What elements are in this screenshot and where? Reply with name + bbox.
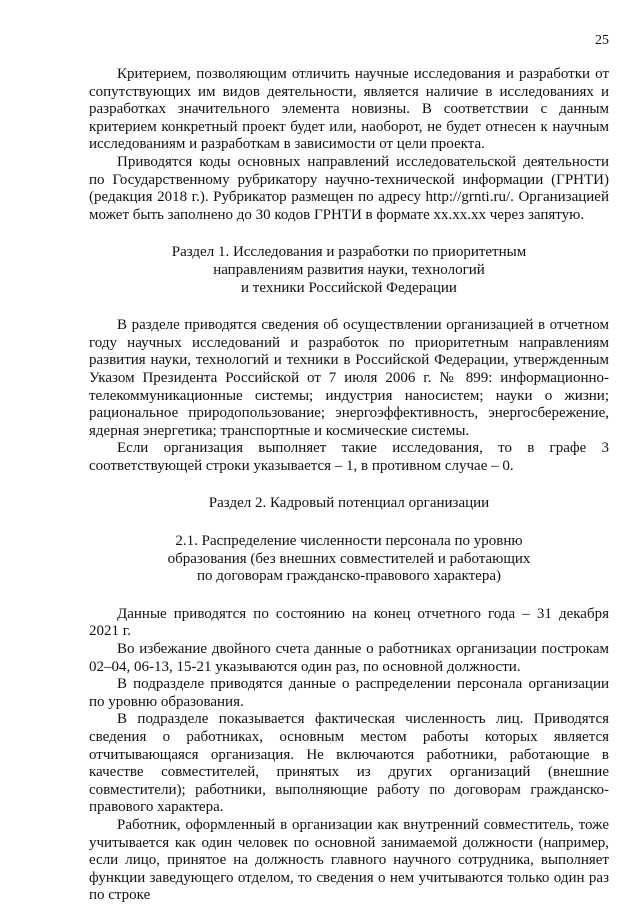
- heading-line: 2.1. Распределение численности персонала по уровню: [175, 533, 523, 550]
- heading-line: образования (без внешних совместителей и работающих: [167, 550, 531, 567]
- paragraph: Данные приводятся по состоянию на конец отчетного года – 31 декабря 2021 г.: [89, 605, 609, 640]
- heading-line: по договорам гражданско-правового характера): [197, 568, 501, 585]
- subsection-2-1-heading: [89, 533, 609, 586]
- paragraph: Приводятся коды основных направлений исследовательской деятельности по Государственному рубрикатору научно-технической информации (ГРНТИ) (редакция 2018 г.). Рубрикатор размещен по адресу http://grnti.ru/. Организацией может быть заполнено до 30 кодов ГРНТИ в формате хх.хх.хх через запятую.: [89, 153, 609, 223]
- paragraph: Работник, оформленный в организации как внутренний совместитель, тоже учитывается как один человек по основной занимаемой должности (например, если лицо, принятое на должность главного научного сотрудника, выполняет функции заведующего отделом, то сведения о нем учитываются только один раз по строке: [89, 816, 609, 904]
- paragraph: В разделе приводятся сведения об осуществлении организацией в отчетном году научных исследований и разработок по приоритетным направлениям развития науки, технологий и техники в Российской Федерации, утвержденным Указом Президента Российской от 7 июля 2006 г. № 899: информационно-телекоммуникационные системы; индустрия наносистем; науки о жизни; рациональное природопользование; энергоэффективность, энергосбережение, ядерная энергетика; транспортные и космические системы.: [89, 317, 609, 439]
- paragraph: В подразделе показывается фактическая численность лиц. Приводятся сведения о работниках, основным местом работы которых является отчитывающаяся организация. Не включаются работники, работающие в качестве совместителей, принятых из других организаций (внешние совместители); работники, выполняющие работу по договорам гражданско-правового характера.: [89, 711, 609, 816]
- heading-line: и техники Российской Федерации: [241, 279, 457, 296]
- section-2-heading: Раздел 2. Кадровый потенциал организации: [208, 495, 490, 512]
- page-number: 25: [595, 33, 609, 48]
- paragraph: Критерием, позволяющим отличить научные исследования и разработки от сопутствующих им видов деятельности, является наличие в исследованиях и разработках значительного элемента новизны. В соответствии с данным критерием конкретный проект будет или, наоборот, не будет отнесен к научным исследованиям и разработкам в зависимости от цели проекта.: [89, 66, 609, 153]
- section-1-heading: [89, 244, 609, 297]
- paragraph: В подразделе приводятся данные о распределении персонала организации по уровню образования.: [89, 676, 609, 710]
- document-body: [89, 66, 609, 905]
- paragraph: Если организация выполняет такие исследования, то в графе 3 соответствующей строки указывается – 1, в противном случае – 0.: [89, 440, 609, 474]
- paragraph: Во избежание двойного счета данные о работниках организации построкам 02–04, 06-13, 15-21 указываются один раз, по основной должности.: [89, 641, 609, 675]
- heading-line: направлениям развития науки, технологий: [213, 261, 485, 278]
- heading-line: Раздел 1. Исследования и разработки по приоритетным: [171, 244, 527, 261]
